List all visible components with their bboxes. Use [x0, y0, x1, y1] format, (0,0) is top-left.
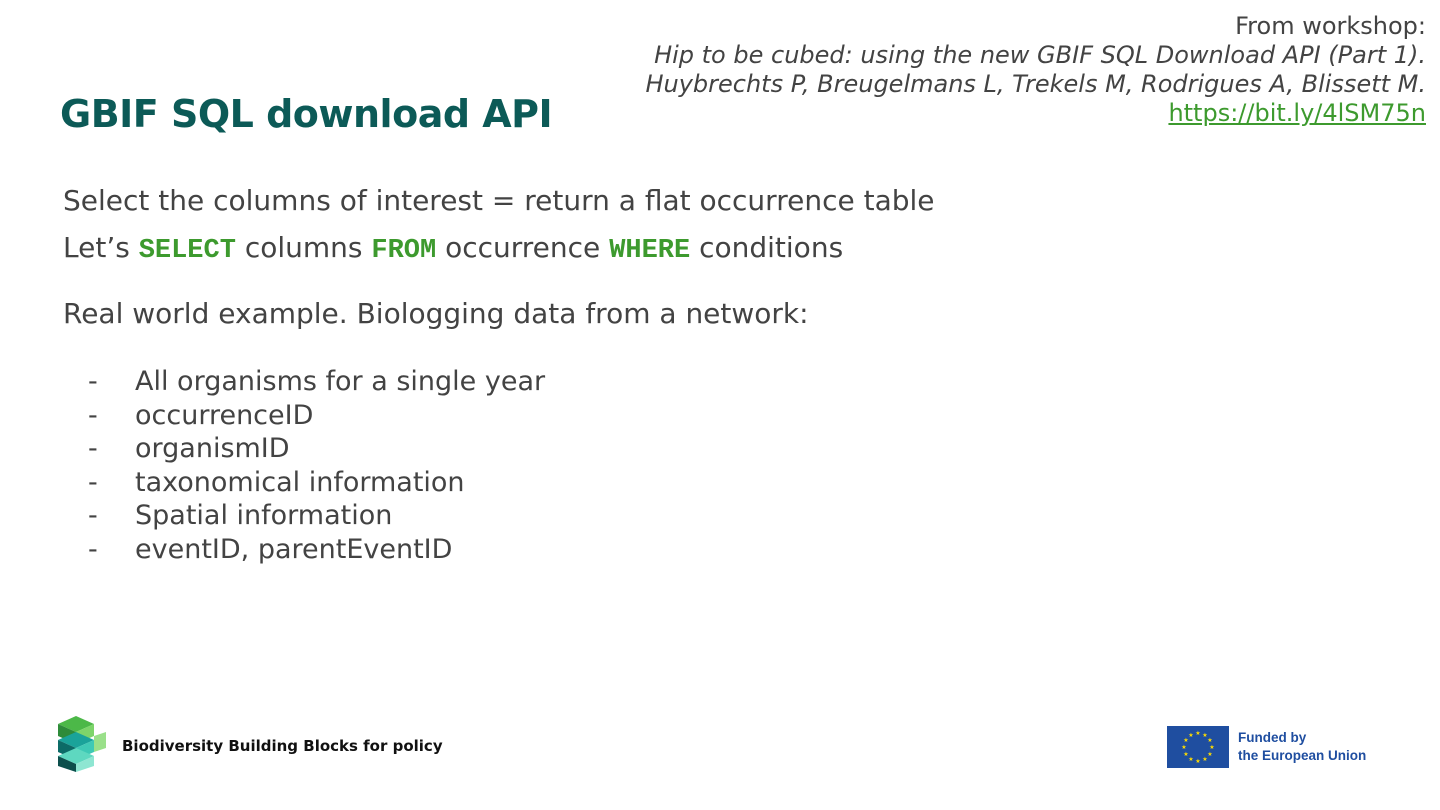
list-dash: - — [88, 500, 98, 532]
keyword-where: WHERE — [609, 236, 691, 266]
svg-text:★: ★ — [1188, 732, 1194, 739]
query-conditions: conditions — [690, 231, 844, 264]
list-dash: - — [88, 433, 98, 465]
list-item — [88, 466, 545, 500]
list-dash: - — [88, 466, 98, 498]
svg-text:★: ★ — [1181, 744, 1187, 751]
credit-link[interactable]: https://bit.ly/4lSM75n — [1168, 99, 1426, 127]
credit-line-1: From workshop: — [1235, 12, 1426, 40]
eu-flag-icon — [1167, 726, 1229, 768]
b-cubed-logo-icon — [54, 714, 108, 772]
query-line — [63, 231, 843, 266]
list-item-text: Spatial information — [135, 500, 393, 532]
query-prefix: Let’s — [63, 231, 139, 264]
eu-line-2: the European Union — [1238, 748, 1367, 763]
credit-line-2: Hip to be cubed: using the new GBIF SQL Download API (Part 1). — [654, 41, 1426, 69]
svg-text:★: ★ — [1188, 756, 1194, 763]
svg-text:★: ★ — [1195, 758, 1201, 765]
bullet-list — [88, 365, 545, 567]
list-dash: - — [88, 366, 98, 397]
svg-text:★: ★ — [1195, 730, 1201, 737]
query-table: occurrence — [436, 231, 610, 264]
keyword-from: FROM — [371, 236, 437, 266]
list-item-text: taxonomical information — [135, 466, 465, 498]
list-item-text: eventID, parentEventID — [135, 533, 453, 565]
intro-line: Select the columns of interest = return a flat occurrence table — [63, 184, 935, 217]
svg-text:★: ★ — [1207, 751, 1213, 758]
svg-text:★: ★ — [1183, 737, 1189, 744]
svg-text:★: ★ — [1209, 744, 1215, 751]
example-line: Real world example. Biologging data from a network: — [63, 297, 809, 330]
query-columns: columns — [235, 231, 372, 264]
list-item — [88, 432, 545, 466]
svg-text:★: ★ — [1183, 751, 1189, 758]
keyword-select: SELECT — [138, 236, 236, 266]
svg-text:★: ★ — [1202, 732, 1208, 739]
list-item — [88, 533, 545, 567]
list-item — [88, 365, 545, 399]
list-item — [88, 399, 545, 433]
eu-line-1: Funded by — [1238, 730, 1307, 745]
list-item-text: organismID — [135, 433, 290, 465]
svg-text:★: ★ — [1202, 756, 1208, 763]
list-item — [88, 499, 545, 533]
credit-line-3: Huybrechts P, Breugelmans L, Trekels M, Rodrigues A, Blissett M. — [645, 70, 1426, 98]
slide-title: GBIF SQL download API — [60, 92, 553, 136]
list-item-text: occurrenceID — [135, 399, 314, 431]
project-name: Biodiversity Building Blocks for policy — [122, 737, 443, 755]
list-dash: - — [88, 533, 98, 565]
svg-text:★: ★ — [1207, 737, 1213, 744]
eu-funding-text — [1238, 729, 1366, 765]
list-dash: - — [88, 399, 98, 431]
list-item-text: All organisms for a single year — [135, 366, 546, 397]
workshop-credit — [645, 12, 1426, 128]
